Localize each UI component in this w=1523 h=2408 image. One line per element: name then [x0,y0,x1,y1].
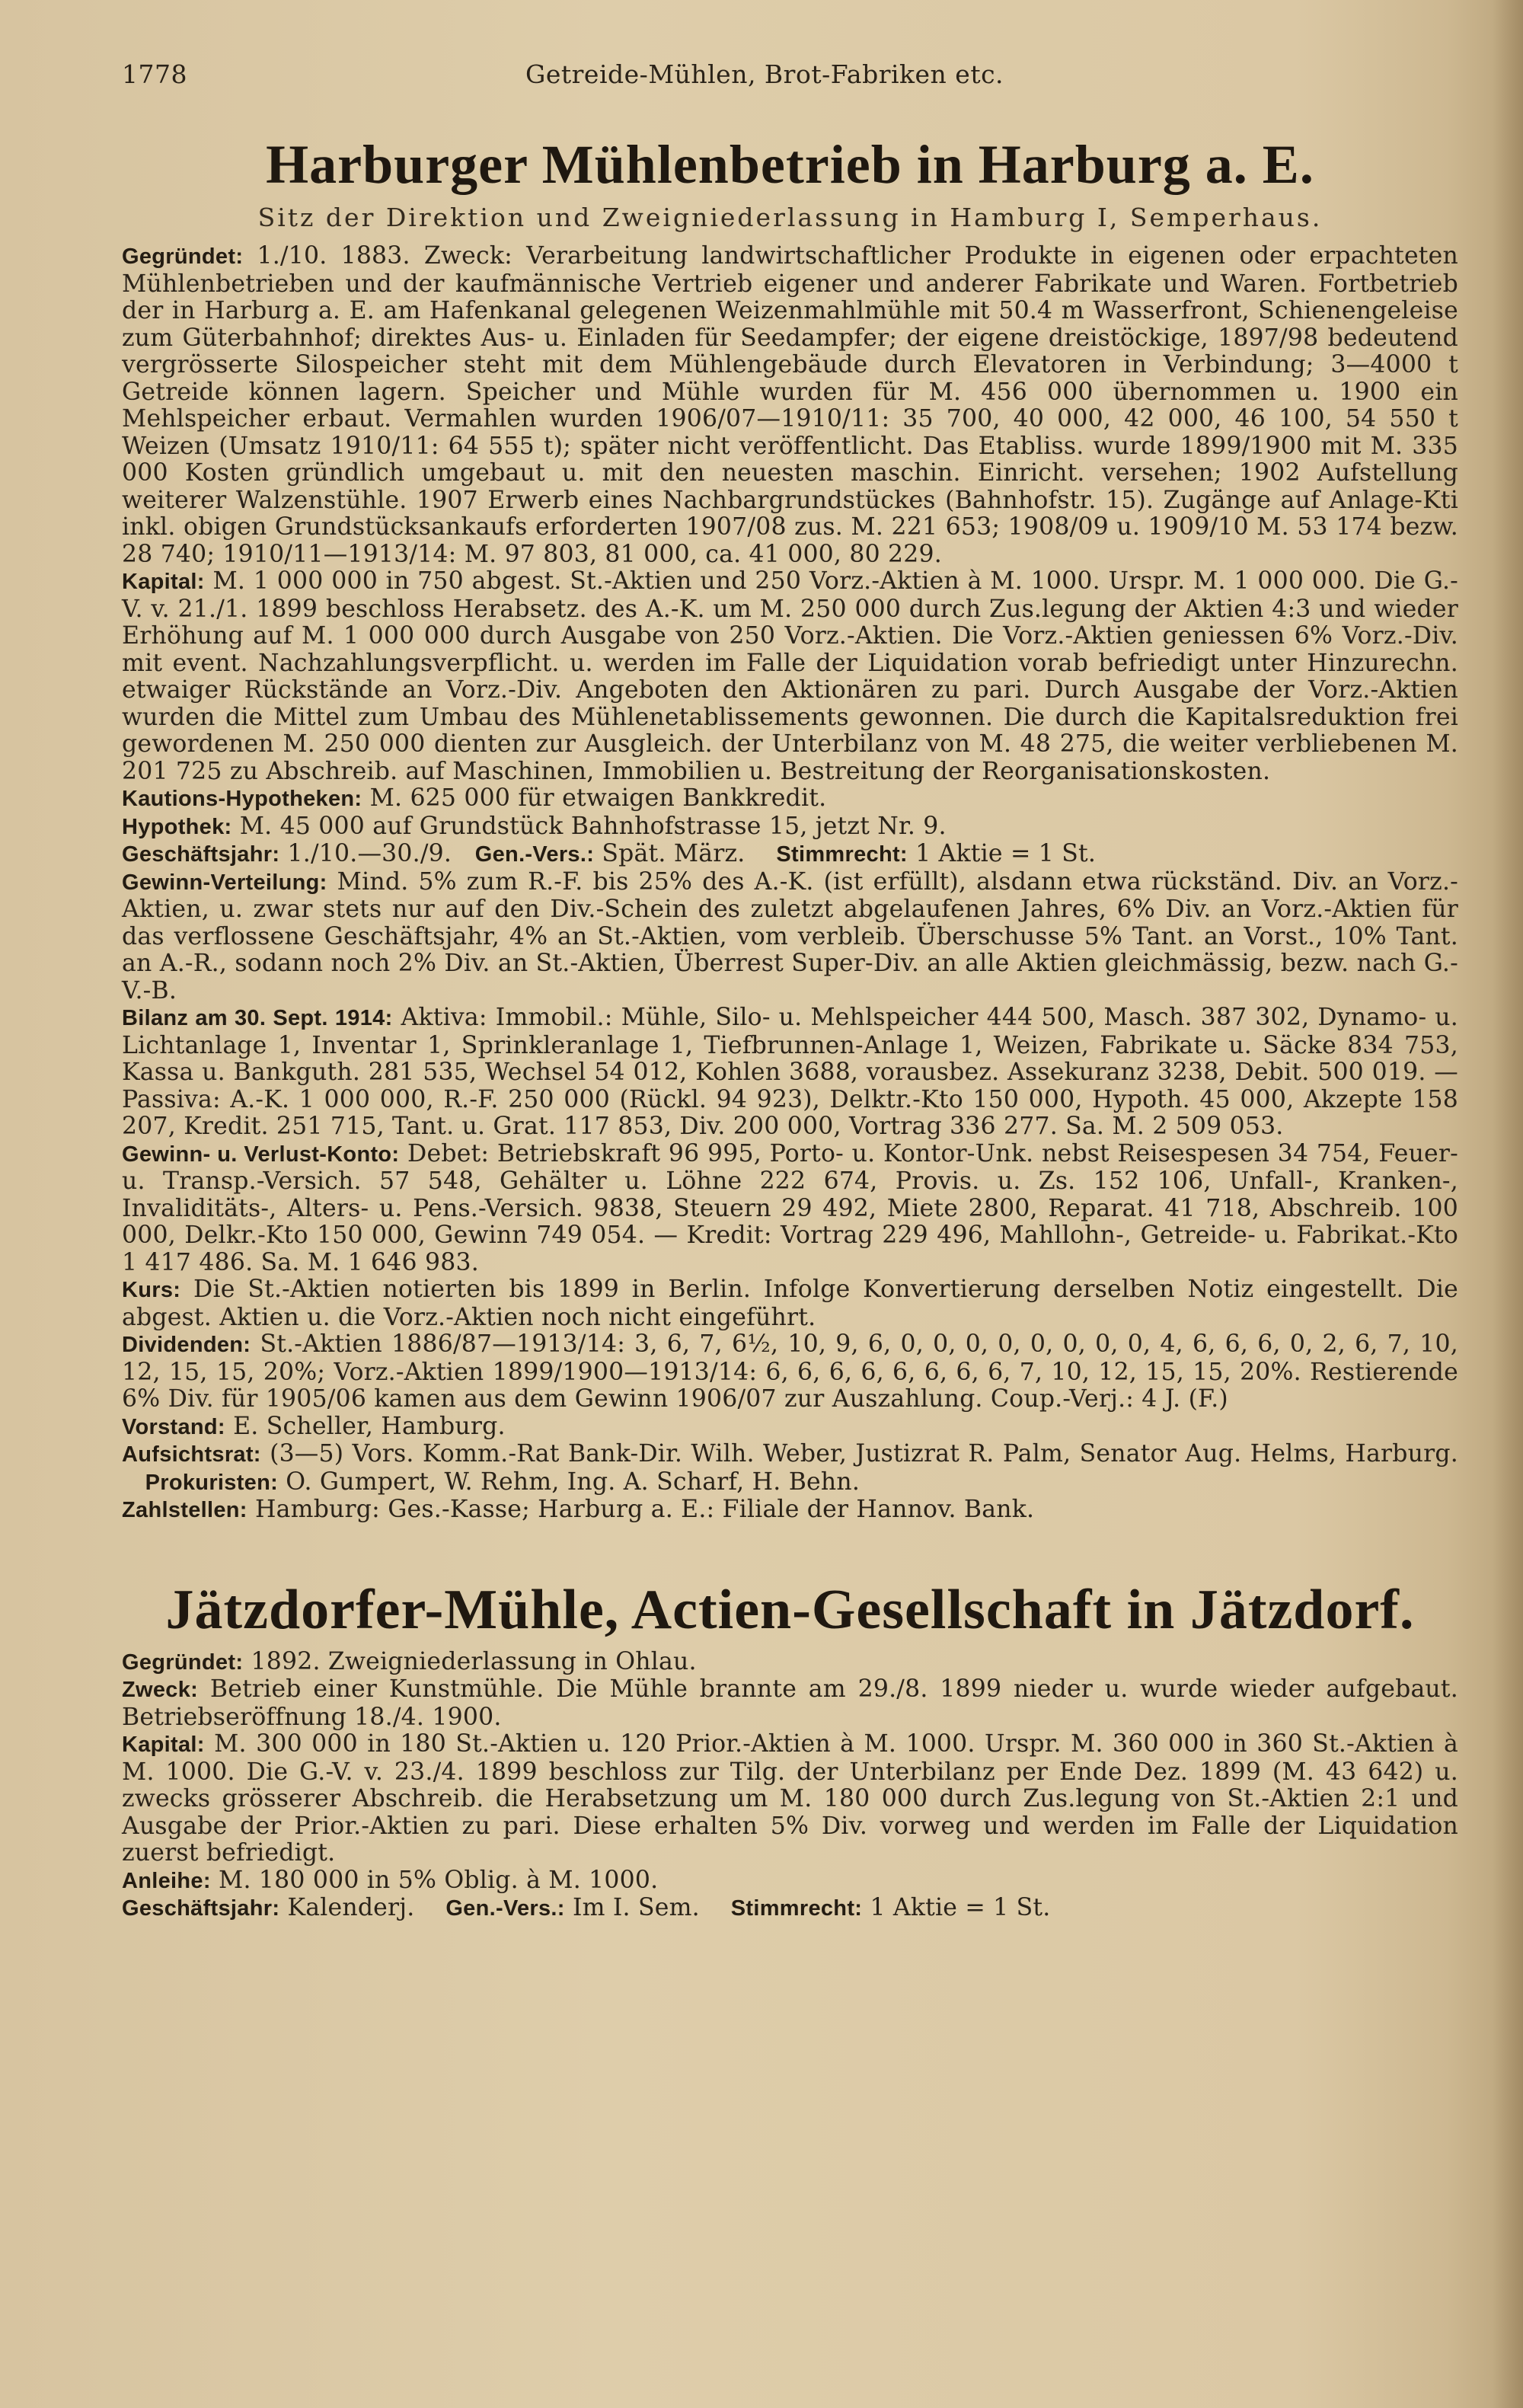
entry-text: 1./10. 1883. Zweck: Verarbeitung landwirtschaftlicher Produkte in eigenen oder erpachteten Mühlenbetrieben und der kaufmännische Vertrieb eigener und anderer Fabrikate und Waren. Fortbetrieb der in Harburg a. E. am Hafenkanal gelegenen Weizenmahlmühle mit 50.4 m Wasserfront, Schienengeleise zum Güterbahnhof; direktes Aus- u. Einladen für Seedampfer; der eigene dreistöckige, 1897/98 bedeutend vergrösserte Silospeicher steht mit dem Mühlengebäude durch Elevatoren in Verbindung; 3—4000 t Getreide können lagern. Speicher und Mühle wurden für M. 456 000 übernommen u. 1900 ein Mehlspeicher erbaut. Vermahlen wurden 1906/07—1910/11: 35 700, 40 000, 42 000, 46 100, 54 550 t Weizen (Umsatz 1910/11: 64 555 t); später nicht veröffentlicht. Das Etabliss. wurde 1899/1900 mit M. 335 000 Kosten gründlich umgebaut u. mit den neuesten maschin. Einricht. versehen; 1902 Aufstellung weiterer Walzenstühle. 1907 Erwerb eines Nachbargrundstückes (Bahnhofstr. 15). Zugänge auf Anlage-Kti inkl. obigen Grundstücksankaufs erforderten 1907/08 zus. M. 221 653; 1908/09 u. 1909/10 M. 53 174 bezw. 28 740; 1910/11—1913/14: M. 97 803, 81 000, ca. 41 000, 80 229. [122,242,1458,568]
entry-label: Gewinn-Verteilung: [122,870,327,895]
entry-zweck [122,1676,1458,1731]
entry-gegruendet [122,243,1458,568]
entry-text: Aktiva: Immobil.: Mühle, Silo- u. Mehlspeicher 444 500, Masch. 387 302, Dynamo- u. Lichtanlage 1, Inventar 1, Sprinkleranlage 1, Tiefbrunnen-Anlage 1, Weizen, Fabrikate u. Säcke 834 753, Kassa u. Bankguth. 281 535, Wechsel 54 012, Kohlen 3688, vorausbez. Assekuranz 3238, Debit. 500 019. — Passiva: A.-K. 1 000 000, R.-F. 250 000 (Rückl. 94 923), Delktr.-Kto 150 000, Hypoth. 45 000, Akzepte 158 207, Kredit. 251 715, Tant. u. Grat. 117 853, Div. 200 000, Vortrag 336 277. Sa. M. 2 509 053. [122,1004,1458,1140]
entry-text: Spät. März. [602,840,746,867]
entry-text: 1892. Zweigniederlassung in Ohlau. [251,1647,697,1675]
entry-label: Prokuristen: [145,1470,279,1495]
entry-dividenden [122,1331,1458,1413]
entry-label: Zahlstellen: [122,1498,247,1522]
entry-label: Hypothek: [122,814,232,839]
entry-text: M. 1 000 000 in 750 abgest. St.-Aktien und 250 Vorz.-Aktien à M. 1000. Urspr. M. 1 000 000. Die G.-V. v. 21./1. 1899 beschloss Herabsetz. des A.-K. um M. 250 000 durch Zus.legung der Aktien 4:3 und wieder Erhöhung auf M. 1 000 000 durch Ausgabe von 250 Vorz.-Aktien. Die Vorz.-Aktien geniessen 6% Vorz.-Div. mit event. Nachzahlungsverpflicht. u. werden im Falle der Liquidation vorab befriedigt unter Hinzurechn. etwaiger Rückstände an Vorz.-Div. Angeboten den Aktionären zu pari. Durch Ausgabe der Vorz.-Aktien wurden die Mittel zum Umbau des Mühlenetablissements gewonnen. Die durch die Kapitalsreduktion frei gewordenen M. 250 000 dienten zur Ausgleich. der Unterbilanz von M. 48 275, die weiter verbliebenen M. 201 725 zu Abschreib. auf Maschinen, Immobilien u. Bestreitung der Reorganisationskosten. [122,567,1459,785]
entry-label: Kautions-Hypotheken: [122,787,362,811]
entry-label: Geschäftsjahr: [122,842,280,867]
entry-label: Gegründet: [122,244,244,269]
entry-text: St.-Aktien 1886/87—1913/14: 3, 6, 7, 6½, 10, 9, 6, 0, 0, 0, 0, 0, 0, 0, 0, 4, 6, 6, 6, 0, 2, 6, 7, 10, 12, 15, 15, 20%; Vorz.-Aktien 1899/1900—1913/14: 6, 6, 6, 6, 6, 6, 6, 6, 7, 10, 12, 15, 15, 20%. Restierende 6% Div. für 1905/06 kamen aus dem Gewinn 1906/07 zur Auszahlung. Coup.-Verj.: 4 J. (F.) [122,1330,1458,1413]
page-content [122,133,1458,1923]
entry-label: Stimmrecht: [776,842,908,867]
page-edge-shadow [1493,0,1523,2408]
entry-text: Hamburg: Ges.-Kasse; Harburg a. E.: Filiale der Hannov. Bank. [254,1496,1035,1523]
entry-kautions-hypotheken [122,785,1458,813]
company-subtitle: Sitz der Direktion und Zweigniederlassung in Hamburg I, Semperhaus. [257,203,1323,232]
running-head [122,59,1462,97]
entry-text: M. 625 000 für etwaigen Bankkredit. [369,784,827,812]
entry-text: M. 180 000 in 5% Oblig. à M. 1000. [219,1866,659,1894]
entry-text: Im I. Sem. [572,1894,700,1921]
entry-zahlstellen [122,1496,1458,1525]
entry-label: Gen.-Vers.: [474,842,595,867]
entry-text: Kalenderj. [287,1894,415,1921]
entry-label: Gewinn- u. Verlust-Konto: [122,1142,400,1167]
entry-text: 1 Aktie = 1 St. [870,1894,1051,1921]
entry-label: Kapital: [122,1733,205,1757]
entry-label: Kapital: [122,570,205,594]
entry-gegruendet [122,1649,1458,1677]
entry-text: 1./10.—30./9. [287,840,452,867]
entry-geschaeftsjahr [122,841,1458,869]
entry-kapital [122,568,1458,785]
entry-gewinn-verteilung [122,869,1458,1005]
entry-text: Mind. 5% zum R.-F. bis 25% des A.-K. (ist erfüllt), alsdann etwa rückständ. Div. an Vorz.-Aktien, u. zwar stets nur auf den Div.-Schein des zuletzt abgelaufenen Jahres, 6% Div. an Vorz.-Aktien für das verflossene Geschäftsjahr, 4% an St.-Aktien, vom verbleib. Überschusse 5% Tant. an Vorst., 10% Tant. an A.-R., sodann noch 2% Div. an St.-Aktien, Überrest Super-Div. an alle Aktien gleichmässig, bezw. nach G.-V.-B. [122,867,1459,1004]
running-title: Getreide-Mühlen, Brot-Fabriken etc. [525,59,1004,89]
entry-text: O. Gumpert, W. Rehm, Ing. A. Scharf, H. Behn. [286,1467,860,1496]
entry-label: Geschäftsjahr: [122,1896,280,1921]
entry-label: Gegründet: [122,1650,244,1675]
entry-vorstand [122,1413,1458,1442]
entry-text: E. Scheller, Hamburg. [233,1412,506,1440]
entry-text: (3—5) Vors. Komm.-Rat Bank-Dir. Wilh. Weber, Justizrat R. Palm, Senator Aug. Helms, Harburg. [270,1440,1458,1467]
entry-label: Kurs: [122,1278,181,1302]
entry-text: M. 45 000 auf Grundstück Bahnhofstrasse 15, jetzt Nr. 9. [239,812,947,840]
entry-hypothek [122,813,1458,842]
company-title: Harburger Mühlenbetrieb in Harburg a. E. [266,134,1314,195]
entry-text: 1 Aktie = 1 St. [915,840,1097,867]
entry-aufsichtsrat [122,1441,1458,1496]
entry-geschaeftsjahr [122,1895,1458,1923]
entry-label: Bilanz am 30. Sept. 1914: [122,1006,393,1030]
entry-text: Debet: Betriebskraft 96 995, Porto- u. Kontor-Unk. nebst Reisespesen 34 754, Feuer- u. Transp.-Versich. 57 548, Gehälter u. Löhne 222 674, Provis. u. Zs. 152 106, Unfall-, Kranken-, Invaliditäts-, Alters- u. Pens.-Versich. 9838, Steuern 29 492, Miete 2800, Reparat. 41 718, Abschreib. 100 000, Delkr.-Kto 150 000, Gewinn 749 054. — Kredit: Vortrag 229 496, Mahllohn-, Getreide- u. Fabrikat.-Kto 1 417 486. Sa. M. 1 646 983. [122,1139,1458,1276]
entry-text: Die St.-Aktien notierten bis 1899 in Berlin. Infolge Konvertierung derselben Notiz eingestellt. Die abgest. Aktien u. die Vorz.-Aktien noch nicht eingeführt. [122,1276,1458,1331]
entry-text: M. 300 000 in 180 St.-Aktien u. 120 Prior.-Aktien à M. 1000. Urspr. M. 360 000 in 360 St.-Aktien à M. 1000. Die G.-V. v. 23./4. 1899 beschloss zur Tilg. der Unterbilanz per Ende Dez. 1899 (M. 43 642) u. zwecks grösserer Abschreib. die Herabsetzung um M. 180 000 durch Zus.legung von St.-Aktien 2:1 und Ausgabe der Prior.-Aktien zu pari. Diese erhalten 5% Div. vorweg und werden im Falle der Liquidation zuerst befriedigt. [122,1730,1458,1867]
entry-gewinn-verlust-konto [122,1141,1458,1277]
entry-label: Zweck: [122,1678,199,1702]
page-number: 1778 [122,59,187,89]
company-title: Jätzdorfer-Mühle, Actien-Gesellschaft in Jätzdorf. [165,1578,1415,1641]
entry-kurs [122,1276,1458,1331]
entry-kapital [122,1731,1458,1867]
entry-bilanz [122,1004,1458,1141]
entry-label: Dividenden: [122,1333,251,1357]
entry-label: Vorstand: [122,1414,225,1439]
entry-label: Aufsichtsrat: [122,1442,261,1467]
entry-label: Anleihe: [122,1868,211,1893]
entry-text: Betrieb einer Kunstmühle. Die Mühle brannte am 29./8. 1899 nieder u. wurde wieder aufgebaut. Betriebseröffnung 18./4. 1900. [122,1675,1458,1731]
entry-label: Gen.-Vers.: [445,1896,565,1921]
entry-anleihe [122,1867,1458,1895]
entry-label: Stimmrecht: [730,1896,863,1921]
